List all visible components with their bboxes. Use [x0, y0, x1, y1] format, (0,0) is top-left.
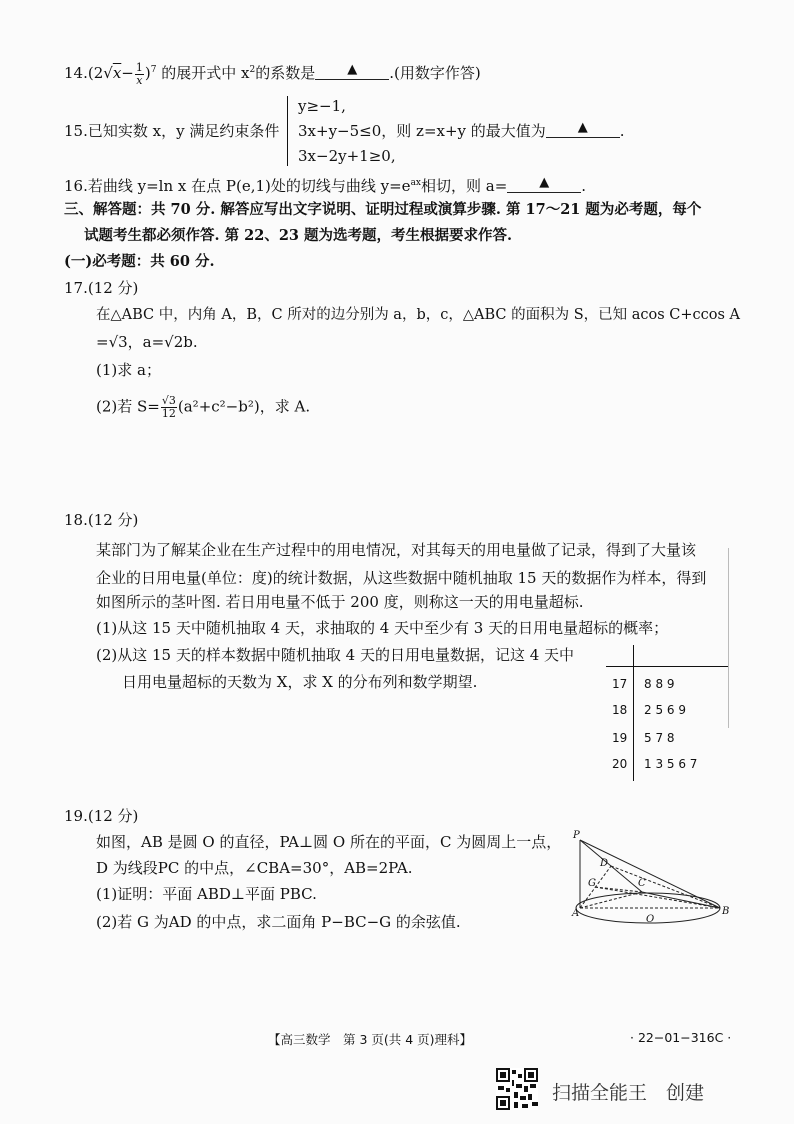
q19-line1: 如图，AB 是圆 O 的直径，PA⊥圆 O 所在的平面，C 为圆周上一点，: [96, 833, 562, 851]
q19-part1: (1)证明：平面 ABD⊥平面 PBC.: [96, 885, 317, 903]
q16-text2: 相切，则 a=: [421, 177, 508, 195]
q19-line2: D 为线段PC 的中点，∠CBA=30°，AB=2PA.: [96, 859, 413, 877]
q17-frac-den: 12: [161, 407, 176, 420]
q17-part2-pre: (2)若 S=: [96, 397, 160, 416]
q18-part2a: (2)从这 15 天的样本数据中随机抽取 4 天的日用电量数据，记这 4 天中: [96, 646, 575, 664]
brace-symbol: [287, 96, 296, 166]
q17-part2: [96, 395, 310, 420]
q15-constraint-2-text: 3x+y−5≤0，则 z=x+y 的最大值为: [298, 122, 546, 140]
section3-sub: (一)必考题：共 60 分.: [64, 253, 215, 270]
q14-fraction: [135, 62, 144, 87]
segment-pb: [580, 840, 720, 908]
label-b: B: [722, 906, 730, 917]
q14-expr-pre: (2√: [87, 64, 113, 82]
q18-part2b: 日用电量超标的天数为 X，求 X 的分布列和数学期望.: [122, 673, 478, 691]
q16-answer-blank[interactable]: [507, 175, 581, 193]
stem-20: 20: [612, 757, 628, 771]
stem-leaf-plot: [606, 645, 728, 785]
stem-19: 19: [612, 731, 628, 745]
footer-center: 【高三数学 第 3 页(共 4 页)理科】: [268, 1032, 473, 1047]
label-a: A: [572, 908, 580, 919]
qr-code-icon: [496, 1068, 538, 1110]
q15-constraint-2: [298, 121, 625, 141]
q17-fraction: [161, 395, 177, 420]
leaf-17: 8 8 9: [644, 677, 675, 691]
label-p: P: [573, 830, 580, 841]
leaf-19: 5 7 8: [644, 731, 675, 745]
q17-head: 17.(12 分): [64, 279, 139, 297]
q14-frac-num: 1: [135, 60, 143, 74]
label-o: O: [646, 914, 655, 925]
segment-ac: [580, 892, 642, 908]
triangle-icon: ▲: [577, 120, 588, 135]
q16-text: 16.若曲线 y=ln x 在点 P(e,1)处的切线与曲线 y=e: [64, 177, 411, 195]
stem-18: 18: [612, 703, 628, 717]
q16-exponent: ax: [410, 178, 422, 188]
footer-code: · 22−01−316C ·: [630, 1030, 732, 1045]
q14-answer-blank[interactable]: [315, 62, 389, 80]
q18-line2: 企业的日用电量(单位：度)的统计数据，从这些数据中随机抽取 15 天的数据作为样本，得到: [96, 569, 707, 587]
q15-answer-blank[interactable]: [546, 120, 620, 138]
triangle-icon: ▲: [539, 175, 550, 190]
q18-part1: (1)从这 15 天中随机抽取 4 天，求抽取的 4 天中至少有 3 天的日用电量超标的概率；: [96, 619, 669, 637]
scanner-watermark: 扫描全能王 创建: [552, 1082, 705, 1104]
q14-number: 14.: [64, 64, 88, 82]
q18-line3: 如图所示的茎叶图. 若日用电量不低于 200 度，则称这一天的用电量超标.: [96, 593, 584, 611]
q18-head: 18.(12 分): [64, 511, 139, 529]
q15-constraint-3: 3x−2y+1≥0,: [298, 147, 396, 165]
q17-line1: 在△ABC 中，内角 A，B，C 所对的边分别为 a，b，c，△ABC 的面积为 S，已知 acos C+ccos A: [96, 307, 741, 323]
q18-line1: 某部门为了解某企业在生产过程中的用电情况，对其每天的用电量做了记录，得到了大量该: [96, 541, 697, 559]
triangle-icon: ▲: [347, 62, 358, 77]
label-c: C: [638, 878, 646, 889]
q15-tail: .: [619, 122, 625, 140]
q17-frac-num: √3: [161, 394, 176, 407]
geometry-figure: [570, 828, 740, 928]
q14-line: [64, 60, 481, 87]
q14-frac-den: x: [136, 73, 143, 87]
q17-line2: =√3，a=√2b.: [96, 333, 198, 351]
q14-expr-post: ): [144, 64, 151, 82]
q14-power: 7: [150, 65, 157, 75]
q14-text: 的展开式中 x: [161, 64, 250, 82]
page-edge-mark: [728, 548, 735, 728]
q17-part2-post: (a²+c²−b²)，求 A.: [177, 397, 311, 416]
q19-part2: (2)若 G 为AD 的中点，求二面角 P−BC−G 的余弦值.: [96, 913, 461, 931]
label-g: G: [588, 878, 596, 889]
q17-part1: (1)求 a；: [96, 361, 161, 379]
stem-leaf-hline: [606, 666, 728, 667]
segment-bd: [611, 866, 720, 908]
section3-line2: 试题考生都必须作答. 第 22、23 题为选考题，考生根据要求作答.: [84, 227, 513, 244]
q19-head: 19.(12 分): [64, 807, 139, 825]
q14-expr-minus: −: [121, 64, 134, 82]
leaf-20: 1 3 5 6 7: [644, 757, 698, 771]
q14-text2: 的系数是: [255, 64, 316, 82]
segment-gc: [595, 887, 642, 892]
q14-tail: .(用数字作答): [389, 64, 481, 82]
q16-tail: .: [581, 177, 587, 195]
label-d: D: [600, 858, 609, 869]
q16-line: [64, 173, 586, 196]
q14-power2: 2: [249, 65, 256, 75]
stem-17: 17: [612, 677, 628, 691]
q15-prefix: 15.已知实数 x，y 满足约束条件: [64, 122, 280, 140]
leaf-18: 2 5 6 9: [644, 703, 686, 717]
q15-constraint-1: y≥−1,: [298, 97, 346, 115]
q14-expr-var: x: [112, 64, 122, 82]
section3-line1: 三、解答题：共 70 分. 解答应写出文字说明、证明过程或演算步骤. 第 17～21 题为必考题，每个: [64, 201, 702, 218]
